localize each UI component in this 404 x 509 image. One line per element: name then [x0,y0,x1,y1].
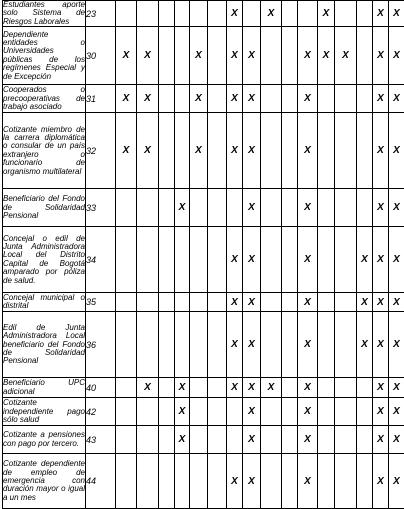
x-mark: X [175,378,190,398]
empty-cell [261,113,282,189]
row-code: 35 [86,293,116,312]
empty-cell [208,293,227,312]
empty-cell [261,293,282,312]
empty-cell [208,426,227,454]
x-mark: X [227,27,243,85]
empty-cell [318,293,335,312]
empty-cell [282,293,298,312]
table-row [3,426,404,454]
empty-cell [175,113,190,189]
x-mark: X [190,113,208,189]
row-description: Cotizante dependiente de empleo de emergencia con duración mayor o igual a un mes [3,454,86,509]
table-row [3,189,404,227]
row-code: 44 [86,454,116,509]
empty-cell [282,189,298,227]
contributor-type-table [2,0,404,509]
empty-cell [175,293,190,312]
empty-cell [190,398,208,426]
empty-cell [190,426,208,454]
empty-cell [335,312,357,378]
empty-cell [137,189,159,227]
row-description: Cotizante independiente pago sólo salud [3,398,86,426]
empty-cell [318,113,335,189]
x-mark: X [373,293,389,312]
x-mark: X [389,227,404,293]
x-mark: X [261,378,282,398]
x-mark: X [298,189,318,227]
x-mark: X [298,312,318,378]
x-mark: X [137,113,159,189]
x-mark: X [116,113,137,189]
empty-cell [357,27,373,85]
empty-cell [159,426,175,454]
empty-cell [282,85,298,113]
empty-cell [190,227,208,293]
empty-cell [159,1,175,27]
x-mark: X [243,27,261,85]
x-mark: X [243,378,261,398]
row-code: 23 [86,1,116,27]
x-mark: X [175,426,190,454]
empty-cell [357,113,373,189]
empty-cell [208,113,227,189]
empty-cell [282,227,298,293]
empty-cell [318,398,335,426]
empty-cell [208,1,227,27]
row-code: 36 [86,312,116,378]
x-mark: X [335,27,357,85]
x-mark: X [298,378,318,398]
row-code: 43 [86,426,116,454]
x-mark: X [116,27,137,85]
x-mark: X [389,426,404,454]
empty-cell [261,398,282,426]
empty-cell [261,85,282,113]
table-row [3,398,404,426]
row-description: Cotizante a pensiones con pago por tercero. [3,426,86,454]
empty-cell [116,378,137,398]
row-description: Cooperados o precooperativas de trabajo asociado [3,85,86,113]
empty-cell [335,1,357,27]
x-mark: X [357,227,373,293]
empty-cell [282,454,298,509]
x-mark: X [373,1,389,27]
x-mark: X [373,113,389,189]
empty-cell [175,85,190,113]
empty-cell [116,312,137,378]
x-mark: X [373,454,389,509]
table-row [3,312,404,378]
x-mark: X [116,85,137,113]
x-mark: X [261,1,282,27]
row-code: 40 [86,378,116,398]
empty-cell [335,113,357,189]
empty-cell [159,227,175,293]
x-mark: X [373,312,389,378]
row-description: Beneficiario del Fondo de Solidaridad Pensional [3,189,86,227]
row-description: Concejal o edil de Junta Administradora Local del Distrito Capital de Bogotá amparado por póliza de salud. [3,227,86,293]
empty-cell [335,454,357,509]
empty-cell [318,378,335,398]
empty-cell [159,189,175,227]
x-mark: X [227,227,243,293]
empty-cell [357,85,373,113]
empty-cell [335,85,357,113]
empty-cell [208,454,227,509]
empty-cell [282,113,298,189]
empty-cell [261,27,282,85]
empty-cell [243,1,261,27]
empty-cell [298,1,318,27]
x-mark: X [357,293,373,312]
empty-cell [282,1,298,27]
x-mark: X [298,293,318,312]
empty-cell [159,293,175,312]
empty-cell [318,454,335,509]
empty-cell [357,378,373,398]
empty-cell [227,426,243,454]
empty-cell [261,189,282,227]
empty-cell [282,426,298,454]
x-mark: X [175,398,190,426]
empty-cell [159,454,175,509]
row-code: 33 [86,189,116,227]
empty-cell [227,398,243,426]
x-mark: X [243,189,261,227]
x-mark: X [137,27,159,85]
empty-cell [208,398,227,426]
x-mark: X [227,85,243,113]
empty-cell [116,426,137,454]
empty-cell [208,378,227,398]
x-mark: X [373,426,389,454]
row-description: Concejal municipal o distrital [3,293,86,312]
empty-cell [116,293,137,312]
x-mark: X [137,378,159,398]
empty-cell [137,398,159,426]
empty-cell [357,426,373,454]
x-mark: X [373,378,389,398]
row-description: Dependiente entidades o Universidades públicas de los regímenes Especial y de Excepción [3,27,86,85]
x-mark: X [389,398,404,426]
empty-cell [116,227,137,293]
empty-cell [357,398,373,426]
x-mark: X [389,1,404,27]
x-mark: X [243,454,261,509]
x-mark: X [298,113,318,189]
row-code: 34 [86,227,116,293]
x-mark: X [298,227,318,293]
x-mark: X [357,312,373,378]
empty-cell [116,189,137,227]
x-mark: X [389,189,404,227]
x-mark: X [373,85,389,113]
x-mark: X [389,312,404,378]
empty-cell [282,27,298,85]
x-mark: X [190,85,208,113]
empty-cell [208,227,227,293]
table-row [3,27,404,85]
empty-cell [137,1,159,27]
table-row [3,454,404,509]
x-mark: X [389,85,404,113]
table-row [3,378,404,398]
empty-cell [159,113,175,189]
empty-cell [261,426,282,454]
x-mark: X [137,85,159,113]
empty-cell [208,27,227,85]
empty-cell [335,378,357,398]
empty-cell [175,312,190,378]
empty-cell [208,189,227,227]
empty-cell [116,1,137,27]
empty-cell [208,85,227,113]
row-description: Cotizante miembro de la carrera diplomática o consular de un país extranjero o funcionario de organismo multilateral [3,113,86,189]
x-mark: X [373,227,389,293]
x-mark: X [227,378,243,398]
x-mark: X [243,85,261,113]
empty-cell [318,189,335,227]
empty-cell [175,1,190,27]
x-mark: X [227,113,243,189]
row-code: 32 [86,113,116,189]
empty-cell [159,378,175,398]
empty-cell [190,378,208,398]
x-mark: X [243,426,261,454]
empty-cell [159,27,175,85]
x-mark: X [298,398,318,426]
x-mark: X [373,27,389,85]
empty-cell [282,398,298,426]
x-mark: X [389,27,404,85]
empty-cell [335,189,357,227]
empty-cell [335,293,357,312]
table-row [3,113,404,189]
x-mark: X [389,293,404,312]
x-mark: X [243,227,261,293]
empty-cell [261,454,282,509]
x-mark: X [227,1,243,27]
empty-cell [137,426,159,454]
x-mark: X [298,85,318,113]
empty-cell [318,227,335,293]
empty-cell [175,227,190,293]
empty-cell [159,398,175,426]
empty-cell [190,454,208,509]
empty-cell [190,312,208,378]
empty-cell [208,312,227,378]
x-mark: X [298,454,318,509]
x-mark: X [373,189,389,227]
x-mark: X [389,378,404,398]
empty-cell [159,312,175,378]
empty-cell [190,293,208,312]
row-description: Estudiantes aporte solo Sistema de Riesgos Laborales [3,1,86,27]
empty-cell [318,426,335,454]
empty-cell [137,312,159,378]
empty-cell [227,189,243,227]
row-code: 42 [86,398,116,426]
empty-cell [159,85,175,113]
x-mark: X [373,398,389,426]
x-mark: X [175,189,190,227]
empty-cell [335,227,357,293]
empty-cell [357,189,373,227]
x-mark: X [243,398,261,426]
empty-cell [282,312,298,378]
empty-cell [318,85,335,113]
table-row [3,293,404,312]
empty-cell [357,454,373,509]
table-row [3,85,404,113]
empty-cell [137,293,159,312]
x-mark: X [227,293,243,312]
empty-cell [175,454,190,509]
table-row [3,1,404,27]
table-row [3,227,404,293]
x-mark: X [243,113,261,189]
empty-cell [116,454,137,509]
x-mark: X [298,27,318,85]
empty-cell [282,378,298,398]
empty-cell [335,398,357,426]
x-mark: X [318,1,335,27]
x-mark: X [389,454,404,509]
table-body [3,1,404,509]
row-code: 30 [86,27,116,85]
empty-cell [137,454,159,509]
x-mark: X [389,113,404,189]
empty-cell [190,189,208,227]
x-mark: X [318,27,335,85]
empty-cell [116,398,137,426]
empty-cell [261,227,282,293]
x-mark: X [243,312,261,378]
empty-cell [137,227,159,293]
empty-cell [175,27,190,85]
x-mark: X [227,454,243,509]
row-description: Edil de Junta Administradora Local beneficiario del Fondo de Solidaridad Pensional [3,312,86,378]
empty-cell [261,312,282,378]
empty-cell [357,1,373,27]
x-mark: X [298,426,318,454]
x-mark: X [190,27,208,85]
empty-cell [318,312,335,378]
x-mark: X [227,312,243,378]
empty-cell [190,1,208,27]
row-description: Beneficiario UPC adicional [3,378,86,398]
row-code: 31 [86,85,116,113]
empty-cell [335,426,357,454]
x-mark: X [243,293,261,312]
